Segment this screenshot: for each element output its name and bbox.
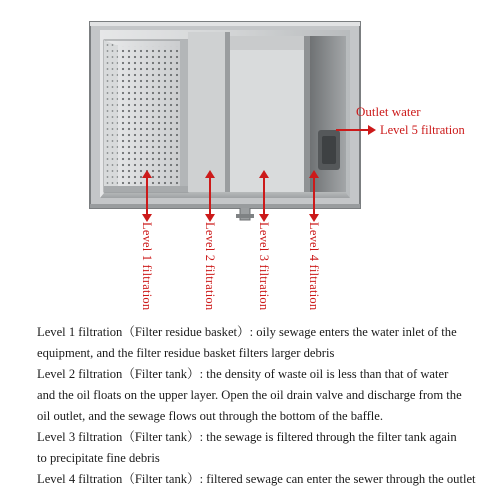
description-level-1	[37, 322, 497, 364]
filtration-descriptions	[37, 322, 497, 490]
description-level-2	[37, 364, 497, 427]
description-line: equipment, and the filter residue basket filters larger debris	[37, 346, 335, 360]
description-level-3	[37, 427, 497, 469]
description-line: Level 2 filtration（Filter tank）: the density of waste oil is less than that of water	[37, 367, 449, 381]
description-line: to precipitate fine debris	[37, 451, 160, 465]
description-line: Level 3 filtration（Filter tank）: the sewage is filtered through the filter tank again	[37, 430, 457, 444]
label-level-5: Level 5 filtration	[380, 123, 465, 137]
label-level-2: Level 2 filtration	[203, 222, 217, 311]
description-line: Level 1 filtration（Filter residue basket）: oily sewage enters the water inlet of the	[37, 325, 457, 339]
description-line: oil outlet, and the sewage flows out through the bottom of the baffle.	[37, 409, 384, 423]
filter-tank-3	[230, 36, 308, 192]
baffle-1	[188, 32, 228, 192]
label-level-4: Level 4 filtration	[307, 222, 321, 311]
label-level-1: Level 1 filtration	[140, 222, 154, 311]
label-outlet-water: Outlet water	[356, 104, 421, 119]
description-level-4	[37, 469, 497, 490]
label-level-3: Level 3 filtration	[257, 222, 271, 311]
description-line: and the oil floats on the upper layer. Open the oil drain valve and discharge from the	[37, 388, 462, 402]
description-line: Level 4 filtration（Filter tank）: filtered sewage can enter the sewer through the outlet	[37, 472, 476, 486]
